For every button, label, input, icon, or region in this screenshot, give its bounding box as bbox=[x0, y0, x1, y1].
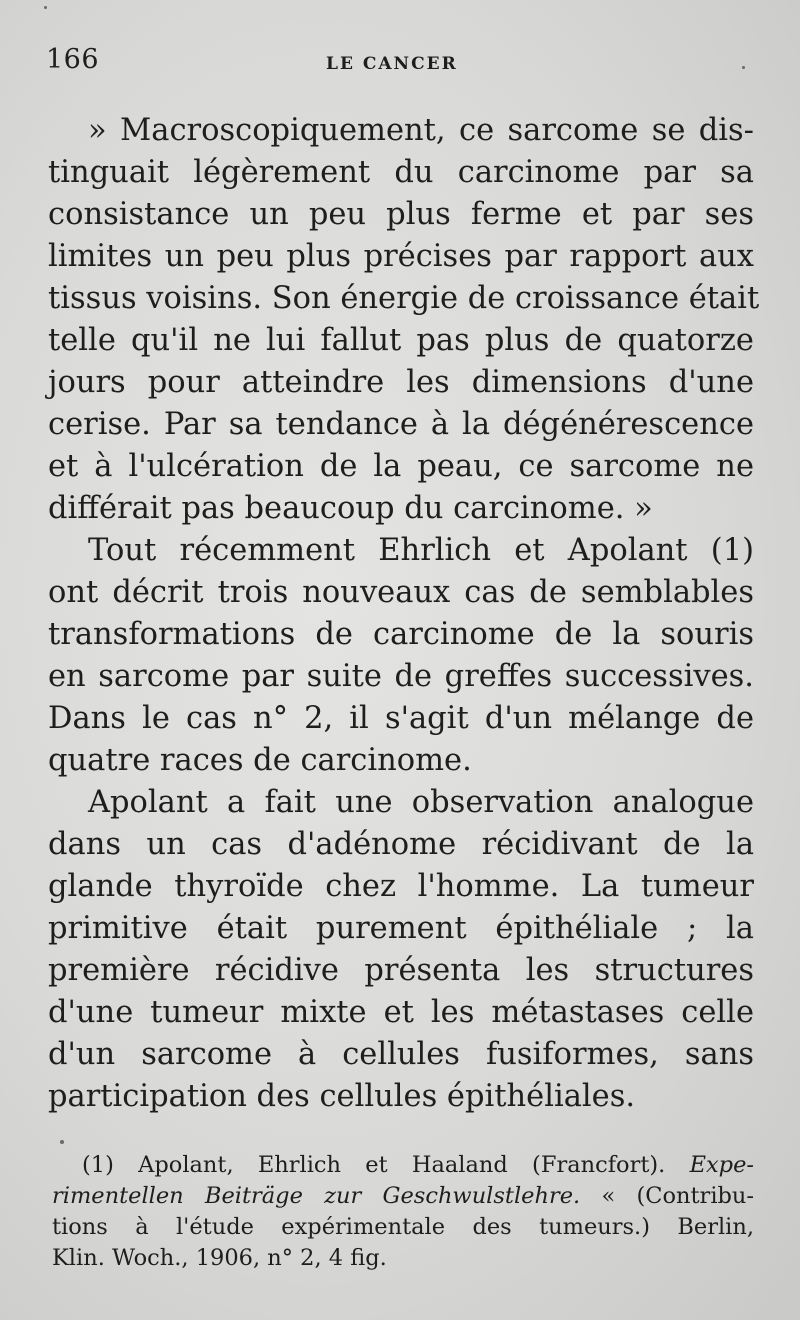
paragraph-3-line-1: Apolant a fait une observation analogue bbox=[88, 785, 754, 820]
paragraph-1-line-9: et à l'ulcération de la peau, ce sarcome ne bbox=[48, 449, 754, 484]
paper-speck bbox=[44, 6, 47, 9]
paragraph-3-line-3: glande thyroïde chez l'homme. La tumeur bbox=[48, 869, 754, 904]
paper-speck bbox=[742, 66, 745, 69]
paragraph-1-line-6: telle qu'il ne lui fallut pas plus de quatorze bbox=[48, 323, 754, 358]
paragraph-1-line-2: tinguait légèrement du carcinome par sa bbox=[48, 155, 754, 190]
paragraph-3-line-8: participation des cellules épithéliales. bbox=[48, 1079, 636, 1114]
paragraph-2-line-6: quatre races de carcinome. bbox=[48, 743, 472, 778]
paragraph-1-line-8: cerise. Par sa tendance à la dégénérescence bbox=[48, 407, 754, 442]
paragraph-1-line-5: tissus voisins. Son énergie de croissance était bbox=[48, 281, 760, 316]
paragraph-3-line-7: d'un sarcome à cellules fusiformes, sans bbox=[48, 1037, 754, 1072]
paragraph-2-line-3: transformations de carcinome de la souris bbox=[48, 617, 754, 652]
paragraph-1-line-7: jours pour atteindre les dimensions d'une bbox=[48, 365, 754, 400]
footnote-line-2-italic: rimentellen Beiträge zur Geschwulstlehre. bbox=[52, 1183, 581, 1209]
footnote-line-1-text: (1) Apolant, Ehrlich et Haaland (Francfort). bbox=[82, 1152, 690, 1178]
paragraph-1-line-1: » Macroscopiquement, ce sarcome se dis- bbox=[88, 113, 754, 148]
paragraph-2-line-5: Dans le cas n° 2, il s'agit d'un mélange de bbox=[48, 701, 754, 736]
footnote-line-2 bbox=[52, 1181, 754, 1212]
footnote-line-3: tions à l'étude expérimentale des tumeurs.) Berlin, bbox=[52, 1214, 754, 1240]
body-text bbox=[48, 110, 760, 1118]
paragraph-3-line-6: d'une tumeur mixte et les métastases celle bbox=[48, 995, 754, 1030]
footnote bbox=[52, 1150, 754, 1274]
paragraph-3-line-4: primitive était purement épithéliale ; la bbox=[48, 911, 754, 946]
paragraph-2-line-2: ont décrit trois nouveaux cas de semblables bbox=[48, 575, 754, 610]
paragraph-1-line-4: limites un peu plus précises par rapport aux bbox=[48, 239, 754, 274]
page-number: 166 bbox=[46, 44, 100, 75]
paragraph-2-line-4: en sarcome par suite de greffes successives. bbox=[48, 659, 754, 694]
footnote-line-4: Klin. Woch., 1906, n° 2, 4 fig. bbox=[52, 1245, 387, 1271]
paragraph-1-line-10: différait pas beaucoup du carcinome. » bbox=[48, 491, 653, 526]
paper-speck bbox=[60, 1140, 64, 1144]
footnote-line-1-italic: Expe- bbox=[689, 1152, 754, 1178]
paragraph-1-line-3: consistance un peu plus ferme et par ses bbox=[48, 197, 754, 232]
paragraph-2-line-1: Tout récemment Ehrlich et Apolant (1) bbox=[88, 533, 754, 568]
paragraph-3-line-5: première récidive présenta les structures bbox=[48, 953, 754, 988]
footnote-line-1 bbox=[52, 1150, 754, 1181]
paragraph-3-line-2: dans un cas d'adénome récidivant de la bbox=[48, 827, 754, 862]
running-head: LE CANCER bbox=[326, 54, 458, 74]
footnote-line-2-text: « (Contribu- bbox=[580, 1183, 755, 1209]
